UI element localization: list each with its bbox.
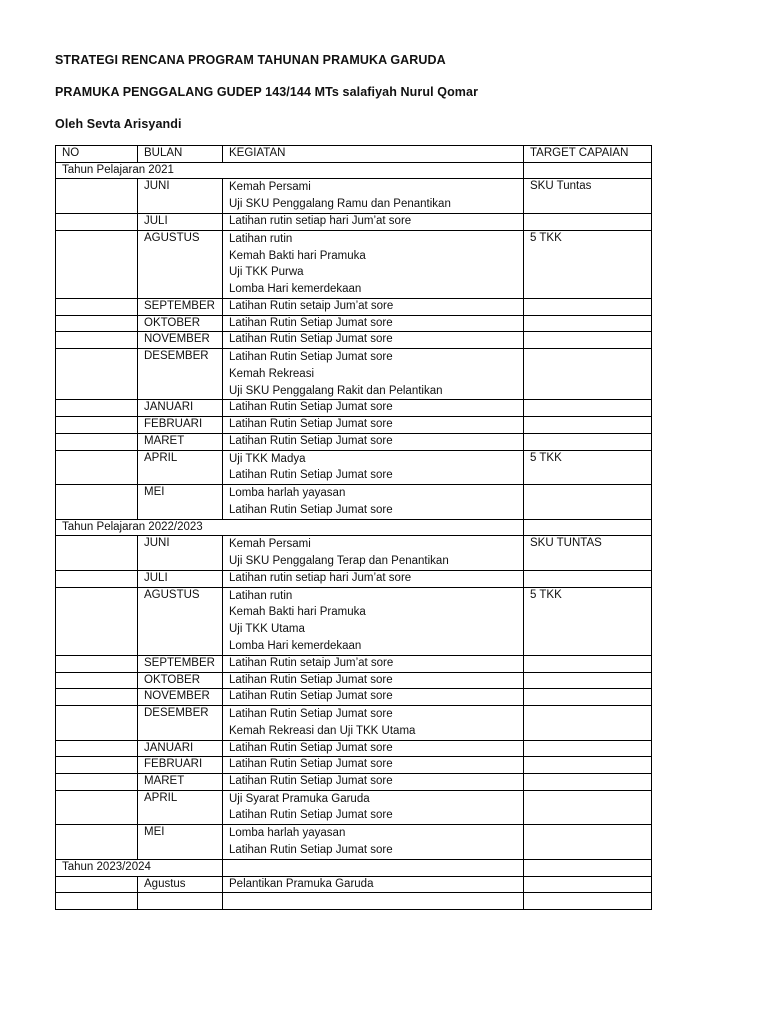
document-subtitle: PRAMUKA PENGGALANG GUDEP 143/144 MTs salafiyah Nurul Qomar xyxy=(55,85,479,99)
cell-bulan: JUNI xyxy=(138,536,223,571)
kegiatan-line: Latihan Rutin Setiap Jumat sore xyxy=(229,401,393,414)
cell-no xyxy=(56,672,138,689)
kegiatan-line: Latihan rutin xyxy=(229,589,293,602)
section-label: Tahun 2023/2024 xyxy=(56,859,223,876)
kegiatan-line: Kemah Bakti hari Pramuka xyxy=(229,606,366,619)
table-row xyxy=(56,893,652,910)
cell-no xyxy=(56,417,138,434)
cell-kegiatan xyxy=(223,740,524,757)
section-row xyxy=(56,859,652,876)
table-row xyxy=(56,230,652,298)
section-row xyxy=(56,519,652,536)
cell-no xyxy=(56,825,138,860)
cell-kegiatan xyxy=(223,230,524,298)
cell-target xyxy=(524,433,652,450)
table-row xyxy=(56,179,652,214)
cell-no xyxy=(56,332,138,349)
kegiatan-line: Latihan Rutin Setiap Jumat sore xyxy=(229,690,393,703)
table-row xyxy=(56,757,652,774)
kegiatan-line: Latihan Rutin Setiap Jumat sore xyxy=(229,434,393,447)
cell-bulan: MEI xyxy=(138,485,223,520)
cell-kegiatan xyxy=(223,689,524,706)
program-table-body xyxy=(56,146,652,910)
section-target-cell xyxy=(524,519,652,536)
cell-kegiatan xyxy=(223,570,524,587)
kegiatan-line: Uji SKU Penggalang Terap dan Penantikan xyxy=(229,555,449,568)
kegiatan-line: Latihan Rutin Setiap Jumat sore xyxy=(229,673,393,686)
cell-kegiatan xyxy=(223,485,524,520)
table-row xyxy=(56,298,652,315)
cell-kegiatan xyxy=(223,400,524,417)
kegiatan-line: Kemah Bakti hari Pramuka xyxy=(229,249,366,262)
column-header-no: NO xyxy=(56,146,138,163)
kegiatan-line: Latihan rutin setiap hari Jum’at sore xyxy=(229,571,412,584)
column-header-target: TARGET CAPAIAN xyxy=(524,146,652,163)
cell-no xyxy=(56,655,138,672)
kegiatan-line: Kemah Persami xyxy=(229,181,311,194)
cell-target xyxy=(524,417,652,434)
cell-target xyxy=(524,825,652,860)
cell-target: 5 TKK xyxy=(524,587,652,655)
cell-bulan: JULI xyxy=(138,214,223,231)
table-row xyxy=(56,587,652,655)
cell-bulan: FEBRUARI xyxy=(138,757,223,774)
section-kegiatan-cell xyxy=(223,859,524,876)
cell-kegiatan xyxy=(223,757,524,774)
kegiatan-line: Latihan Rutin Setiap Jumat sore xyxy=(229,809,393,822)
kegiatan-line: Uji Syarat Pramuka Garuda xyxy=(229,792,370,805)
kegiatan-line: Latihan Rutin Setiap Jumat sore xyxy=(229,758,393,771)
table-row xyxy=(56,876,652,893)
cell-kegiatan xyxy=(223,876,524,893)
table-row xyxy=(56,214,652,231)
cell-no xyxy=(56,689,138,706)
table-row xyxy=(56,655,652,672)
cell-target xyxy=(524,655,652,672)
table-row xyxy=(56,672,652,689)
cell-bulan: JULI xyxy=(138,570,223,587)
cell-kegiatan xyxy=(223,705,524,740)
cell-bulan: Agustus xyxy=(138,876,223,893)
kegiatan-line: Latihan Rutin Setiap Jumat sore xyxy=(229,707,393,720)
kegiatan-line: Latihan Rutin Setiap Jumat sore xyxy=(229,333,393,346)
document-author: Oleh Sevta Arisyandi xyxy=(55,117,182,131)
cell-kegiatan xyxy=(223,773,524,790)
cell-bulan: NOVEMBER xyxy=(138,689,223,706)
cell-no xyxy=(56,433,138,450)
kegiatan-line: Lomba Hari kemerdekaan xyxy=(229,640,362,653)
kegiatan-line: Uji TKK Madya xyxy=(229,452,306,465)
table-row xyxy=(56,790,652,825)
table-row xyxy=(56,825,652,860)
cell-target xyxy=(524,790,652,825)
kegiatan-line: Lomba harlah yayasan xyxy=(229,827,346,840)
cell-bulan: JANUARI xyxy=(138,400,223,417)
cell-no xyxy=(56,485,138,520)
cell-no xyxy=(56,740,138,757)
cell-kegiatan xyxy=(223,349,524,400)
cell-no xyxy=(56,757,138,774)
section-label: Tahun Pelajaran 2021 xyxy=(56,162,524,179)
cell-bulan xyxy=(138,893,223,910)
cell-target xyxy=(524,705,652,740)
cell-kegiatan xyxy=(223,672,524,689)
kegiatan-line: Latihan Rutin Setiap Jumat sore xyxy=(229,774,393,787)
cell-target xyxy=(524,298,652,315)
kegiatan-line: Kemah Rekreasi dan Uji TKK Utama xyxy=(229,724,416,737)
kegiatan-line: Latihan Rutin Setiap Jumat sore xyxy=(229,418,393,431)
cell-no xyxy=(56,893,138,910)
cell-bulan: JANUARI xyxy=(138,740,223,757)
kegiatan-line: Uji SKU Penggalang Rakit dan Pelantikan xyxy=(229,384,443,397)
kegiatan-line: Kemah Rekreasi xyxy=(229,367,315,380)
cell-bulan: JUNI xyxy=(138,179,223,214)
cell-no xyxy=(56,587,138,655)
cell-bulan: MARET xyxy=(138,433,223,450)
cell-target xyxy=(524,332,652,349)
cell-kegiatan xyxy=(223,825,524,860)
cell-no xyxy=(56,450,138,485)
cell-target xyxy=(524,689,652,706)
cell-kegiatan xyxy=(223,893,524,910)
cell-no xyxy=(56,536,138,571)
cell-kegiatan xyxy=(223,417,524,434)
cell-target xyxy=(524,485,652,520)
cell-target: SKU Tuntas xyxy=(524,179,652,214)
cell-bulan: SEPTEMBER xyxy=(138,655,223,672)
document-title: STRATEGI RENCANA PROGRAM TAHUNAN PRAMUKA GARUDA xyxy=(55,53,446,67)
section-target-cell xyxy=(524,162,652,179)
kegiatan-line: Latihan Rutin setaip Jum’at sore xyxy=(229,299,394,312)
cell-bulan: AGUSTUS xyxy=(138,587,223,655)
kegiatan-line: Lomba Hari kemerdekaan xyxy=(229,283,362,296)
kegiatan-line: Latihan rutin setiap hari Jum’at sore xyxy=(229,215,412,227)
column-header-bulan: BULAN xyxy=(138,146,223,163)
table-row xyxy=(56,773,652,790)
table-row xyxy=(56,400,652,417)
cell-no xyxy=(56,349,138,400)
cell-kegiatan xyxy=(223,298,524,315)
cell-bulan: OKTOBER xyxy=(138,315,223,332)
cell-target: 5 TKK xyxy=(524,230,652,298)
kegiatan-line xyxy=(229,893,523,909)
kegiatan-line: Uji TKK Utama xyxy=(229,623,305,636)
kegiatan-line: Uji TKK Purwa xyxy=(229,266,304,279)
table-row xyxy=(56,570,652,587)
cell-kegiatan xyxy=(223,450,524,485)
cell-target xyxy=(524,740,652,757)
cell-target xyxy=(524,757,652,774)
cell-kegiatan xyxy=(223,587,524,655)
kegiatan-line: Uji SKU Penggalang Ramu dan Penantikan xyxy=(229,198,451,211)
cell-target xyxy=(524,214,652,231)
cell-target xyxy=(524,773,652,790)
table-row xyxy=(56,433,652,450)
cell-bulan: DESEMBER xyxy=(138,705,223,740)
table-row xyxy=(56,740,652,757)
cell-target xyxy=(524,315,652,332)
cell-no xyxy=(56,400,138,417)
cell-kegiatan xyxy=(223,332,524,349)
kegiatan-line: Latihan Rutin Setiap Jumat sore xyxy=(229,351,393,363)
cell-target xyxy=(524,893,652,910)
cell-bulan: SEPTEMBER xyxy=(138,298,223,315)
cell-bulan: NOVEMBER xyxy=(138,332,223,349)
section-target-cell xyxy=(524,859,652,876)
cell-bulan: APRIL xyxy=(138,790,223,825)
cell-no xyxy=(56,570,138,587)
table-row xyxy=(56,450,652,485)
cell-kegiatan xyxy=(223,179,524,214)
kegiatan-line: Latihan Rutin Setiap Jumat sore xyxy=(229,741,393,754)
kegiatan-line: Latihan Rutin Setiap Jumat sore xyxy=(229,503,393,516)
table-row xyxy=(56,485,652,520)
kegiatan-line: Latihan rutin xyxy=(229,232,293,245)
section-label: Tahun Pelajaran 2022/2023 xyxy=(56,519,524,536)
section-row xyxy=(56,162,652,179)
kegiatan-line: Pelantikan Pramuka Garuda xyxy=(229,877,374,890)
cell-bulan: AGUSTUS xyxy=(138,230,223,298)
table-row xyxy=(56,417,652,434)
cell-bulan: MEI xyxy=(138,825,223,860)
cell-target xyxy=(524,349,652,400)
kegiatan-line: Latihan Rutin Setiap Jumat sore xyxy=(229,316,393,329)
cell-kegiatan xyxy=(223,655,524,672)
kegiatan-line: Lomba harlah yayasan xyxy=(229,487,346,500)
cell-no xyxy=(56,315,138,332)
table-row xyxy=(56,332,652,349)
cell-no xyxy=(56,790,138,825)
table-row xyxy=(56,315,652,332)
cell-bulan: MARET xyxy=(138,773,223,790)
cell-bulan: APRIL xyxy=(138,450,223,485)
cell-bulan: FEBRUARI xyxy=(138,417,223,434)
column-header-kegiatan: KEGIATAN xyxy=(223,146,524,163)
table-row xyxy=(56,349,652,400)
cell-target: 5 TKK xyxy=(524,450,652,485)
cell-no xyxy=(56,773,138,790)
cell-no xyxy=(56,214,138,231)
kegiatan-line: Latihan Rutin setaip Jum’at sore xyxy=(229,656,394,669)
cell-target xyxy=(524,876,652,893)
cell-target: SKU TUNTAS xyxy=(524,536,652,571)
cell-no xyxy=(56,230,138,298)
cell-no xyxy=(56,876,138,893)
cell-no xyxy=(56,705,138,740)
cell-kegiatan xyxy=(223,433,524,450)
table-row xyxy=(56,689,652,706)
cell-kegiatan xyxy=(223,790,524,825)
cell-bulan: DESEMBER xyxy=(138,349,223,400)
cell-kegiatan xyxy=(223,315,524,332)
table-row xyxy=(56,705,652,740)
program-table xyxy=(55,145,652,910)
table-row xyxy=(56,536,652,571)
kegiatan-line: Latihan Rutin Setiap Jumat sore xyxy=(229,469,393,482)
cell-no xyxy=(56,179,138,214)
cell-target xyxy=(524,400,652,417)
cell-bulan: OKTOBER xyxy=(138,672,223,689)
kegiatan-line: Kemah Persami xyxy=(229,538,311,551)
cell-kegiatan xyxy=(223,214,524,231)
cell-no xyxy=(56,298,138,315)
cell-target xyxy=(524,672,652,689)
cell-kegiatan xyxy=(223,536,524,571)
cell-target xyxy=(524,570,652,587)
table-header-row xyxy=(56,146,652,163)
kegiatan-line: Latihan Rutin Setiap Jumat sore xyxy=(229,844,393,857)
